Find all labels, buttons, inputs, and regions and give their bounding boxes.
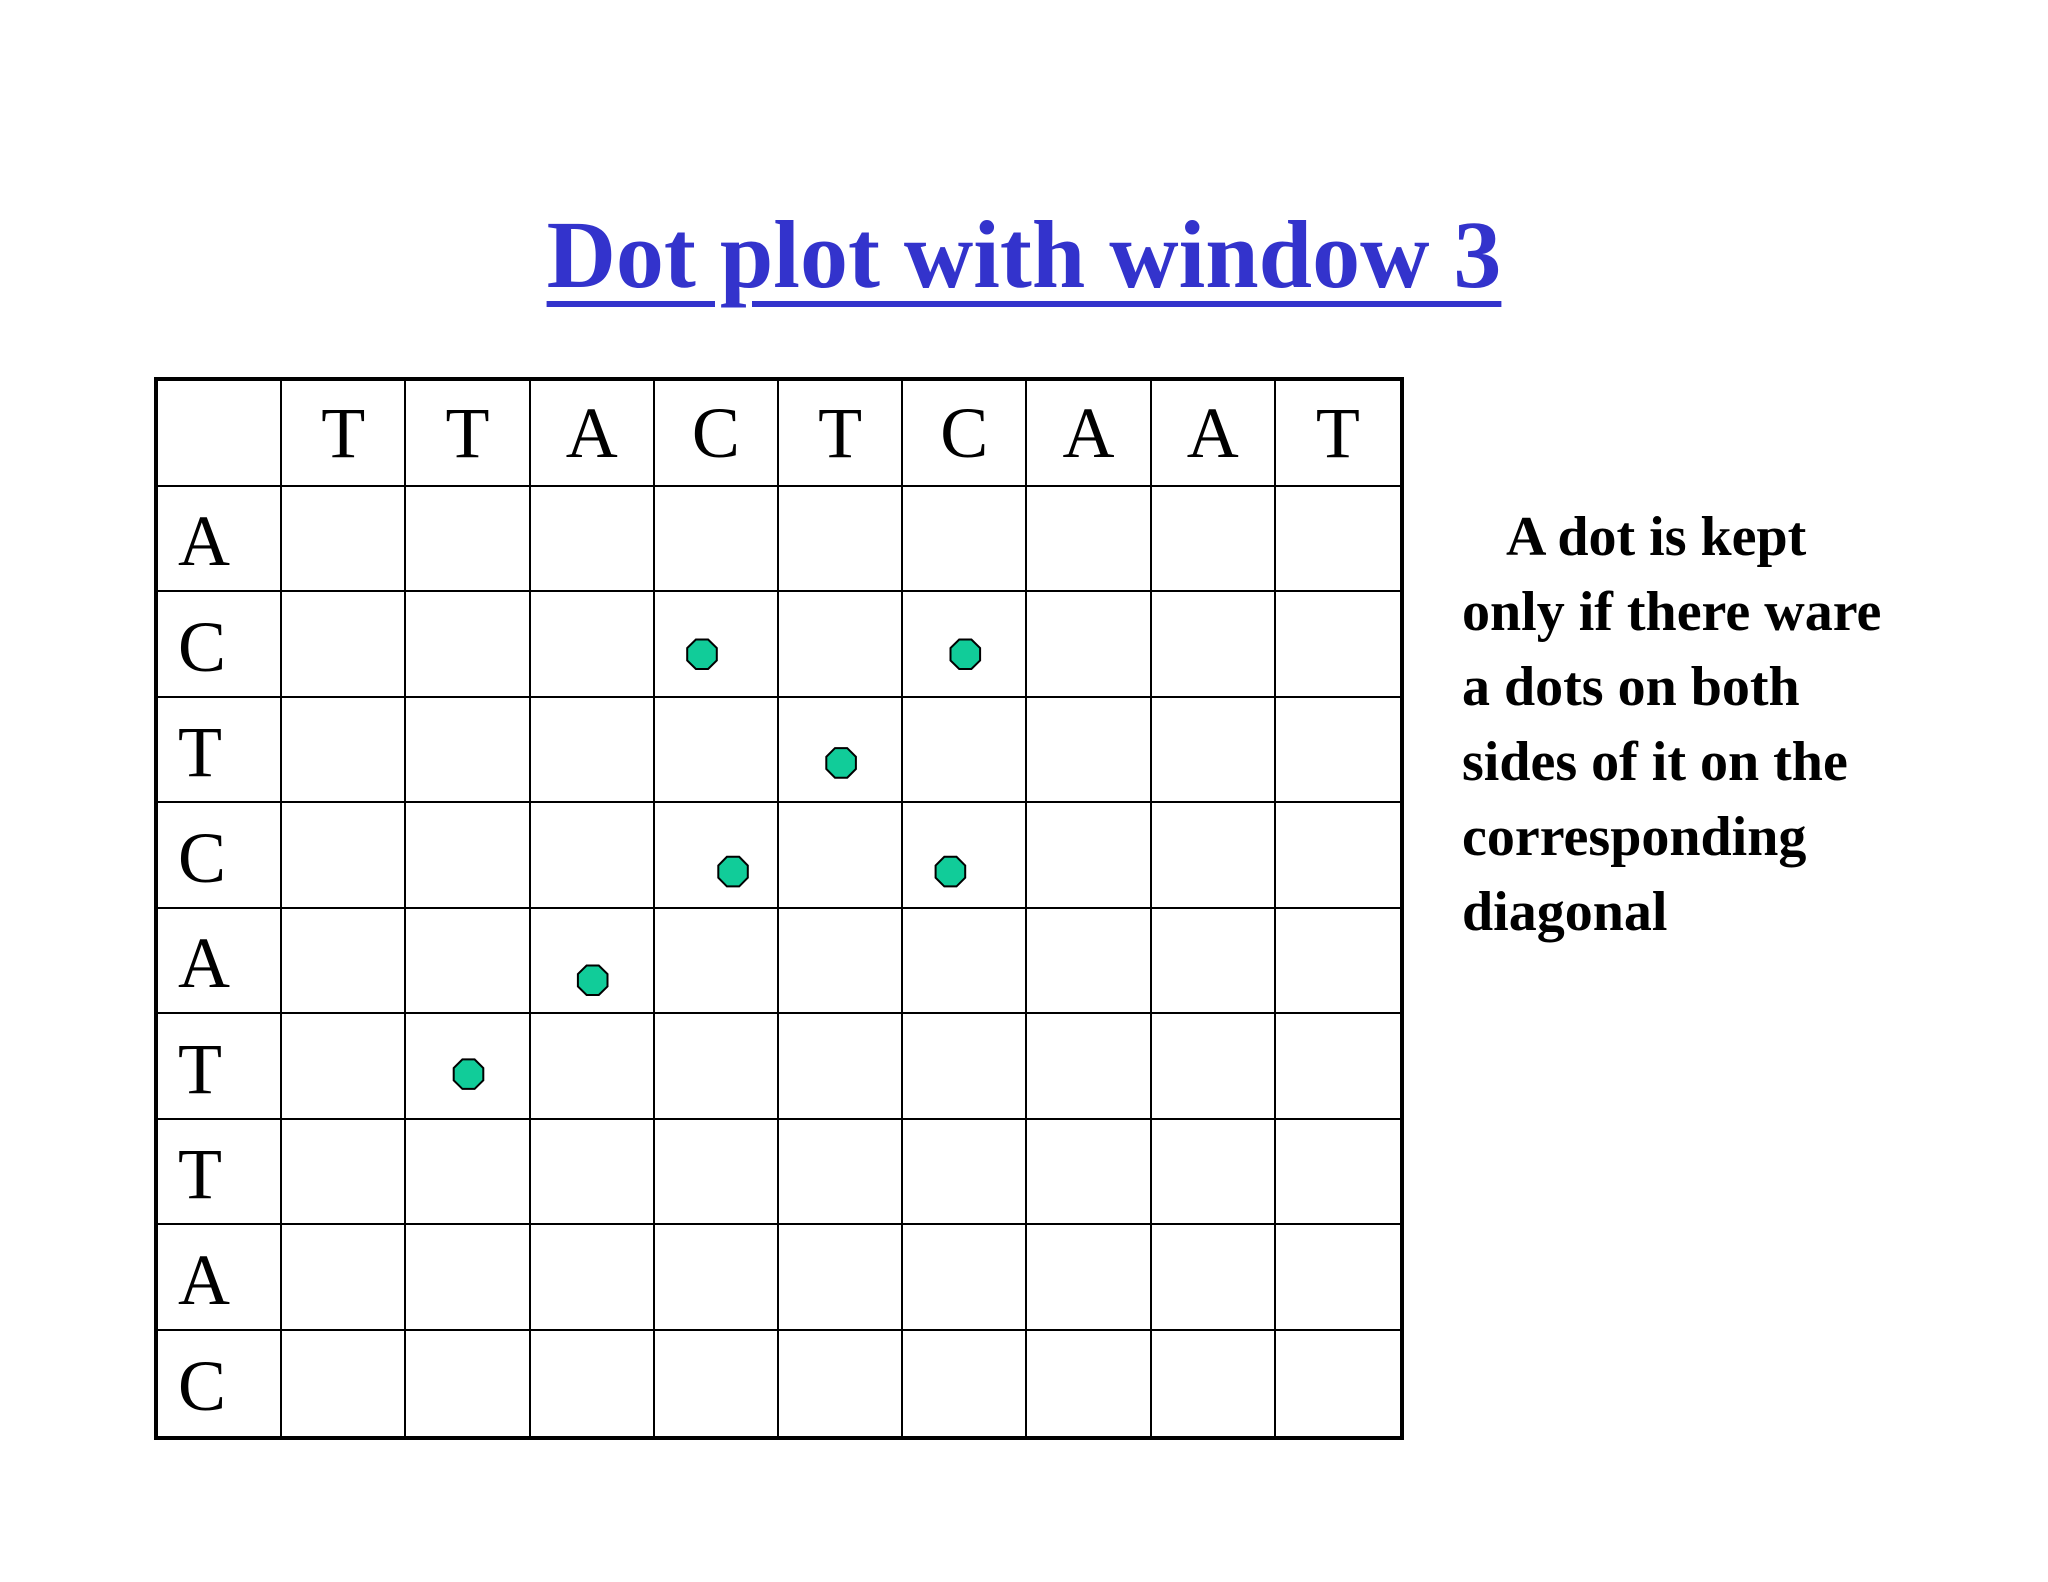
grid-cell	[903, 592, 1027, 698]
grid-cell	[1027, 487, 1151, 593]
grid-cell	[779, 909, 903, 1015]
grid-cell	[1027, 1014, 1151, 1120]
grid-cell	[1027, 1120, 1151, 1226]
grid-cell	[531, 1225, 655, 1331]
grid-cell	[1027, 1225, 1151, 1331]
grid-cell	[1276, 909, 1400, 1015]
grid-cell	[1276, 803, 1400, 909]
grid-cell	[655, 698, 779, 804]
grid-cell	[903, 487, 1027, 593]
grid-cell	[903, 698, 1027, 804]
note-line: corresponding	[1462, 806, 1807, 868]
grid-cell	[903, 1120, 1027, 1226]
row-header: A	[158, 487, 282, 593]
grid-cell	[282, 1014, 406, 1120]
grid-cell	[1152, 909, 1276, 1015]
row-header: T	[158, 698, 282, 804]
grid-cell	[1152, 1120, 1276, 1226]
column-header: A	[1027, 381, 1151, 487]
row-header: T	[158, 1120, 282, 1226]
grid-cell	[903, 1225, 1027, 1331]
grid-cell	[406, 1225, 530, 1331]
row-header: T	[158, 1014, 282, 1120]
grid-cell	[406, 698, 530, 804]
grid-cell	[1152, 1331, 1276, 1437]
grid-cell	[1027, 803, 1151, 909]
note-line: a dots on both	[1462, 656, 1800, 718]
grid-cell	[1152, 592, 1276, 698]
row-header: C	[158, 803, 282, 909]
grid-cell	[282, 698, 406, 804]
grid-cell	[1152, 698, 1276, 804]
grid-cell	[531, 1331, 655, 1437]
grid-cell	[779, 698, 903, 804]
grid-cell	[406, 1120, 530, 1226]
note-line: diagonal	[1462, 881, 1668, 943]
grid-cell	[1276, 1331, 1400, 1437]
grid-cell	[779, 803, 903, 909]
grid-cell	[1276, 1014, 1400, 1120]
grid-cell	[282, 592, 406, 698]
grid-cell	[282, 1120, 406, 1226]
column-header: A	[531, 381, 655, 487]
grid-cell	[531, 1120, 655, 1226]
grid-cell	[406, 909, 530, 1015]
column-header: T	[1276, 381, 1400, 487]
row-header: C	[158, 1331, 282, 1437]
grid-cell	[655, 487, 779, 593]
grid-cell	[282, 487, 406, 593]
grid-cell	[406, 487, 530, 593]
explanation-note	[1462, 500, 2002, 950]
grid-cell	[1027, 592, 1151, 698]
grid-cell	[779, 1225, 903, 1331]
grid-cell	[406, 1331, 530, 1437]
column-header: C	[903, 381, 1027, 487]
grid-cell	[531, 803, 655, 909]
column-header: A	[1152, 381, 1276, 487]
grid-cell	[406, 803, 530, 909]
dot-plot-grid	[154, 377, 1404, 1440]
grid-cell	[903, 909, 1027, 1015]
slide-title: Dot plot with window 3	[546, 201, 1502, 308]
grid-cell	[655, 1331, 779, 1437]
grid-cell	[406, 1014, 530, 1120]
grid-cell	[903, 803, 1027, 909]
grid-cell	[282, 1331, 406, 1437]
grid-cell	[1276, 1225, 1400, 1331]
grid-cell	[1027, 698, 1151, 804]
grid-cell	[282, 1225, 406, 1331]
grid-cell	[1152, 803, 1276, 909]
grid-cell	[1027, 1331, 1151, 1437]
grid-cell	[655, 1225, 779, 1331]
grid-cell	[779, 1014, 903, 1120]
grid-cell	[531, 487, 655, 593]
grid-cell	[1276, 487, 1400, 593]
grid-cell	[531, 698, 655, 804]
grid-cells	[158, 381, 1400, 1436]
grid-cell	[903, 1014, 1027, 1120]
grid-cell	[531, 592, 655, 698]
column-header: T	[406, 381, 530, 487]
column-header: T	[282, 381, 406, 487]
grid-cell	[779, 487, 903, 593]
row-header: C	[158, 592, 282, 698]
grid-cell	[1276, 1120, 1400, 1226]
grid-cell	[779, 1120, 903, 1226]
note-line: sides of it on the	[1462, 731, 1848, 793]
note-line: A dot is kept	[1506, 506, 1807, 568]
row-header: A	[158, 1225, 282, 1331]
grid-cell	[655, 1120, 779, 1226]
grid-cell	[655, 803, 779, 909]
grid-cell	[655, 909, 779, 1015]
note-line: only if there ware	[1462, 581, 1882, 643]
grid-cell	[1027, 909, 1151, 1015]
grid-cell	[903, 1331, 1027, 1437]
grid-cell	[655, 592, 779, 698]
grid-cell	[282, 803, 406, 909]
column-header: T	[779, 381, 903, 487]
grid-cell	[531, 909, 655, 1015]
grid-cell	[1152, 1225, 1276, 1331]
grid-cell	[779, 592, 903, 698]
grid-cell	[655, 1014, 779, 1120]
grid-cell	[406, 592, 530, 698]
grid-cell	[779, 1331, 903, 1437]
grid-cell	[1276, 592, 1400, 698]
grid-cell	[531, 1014, 655, 1120]
grid-cell	[1152, 1014, 1276, 1120]
grid-cell	[282, 909, 406, 1015]
corner-cell	[158, 381, 282, 487]
row-header: A	[158, 909, 282, 1015]
grid-cell	[1152, 487, 1276, 593]
column-header: C	[655, 381, 779, 487]
grid-cell	[1276, 698, 1400, 804]
